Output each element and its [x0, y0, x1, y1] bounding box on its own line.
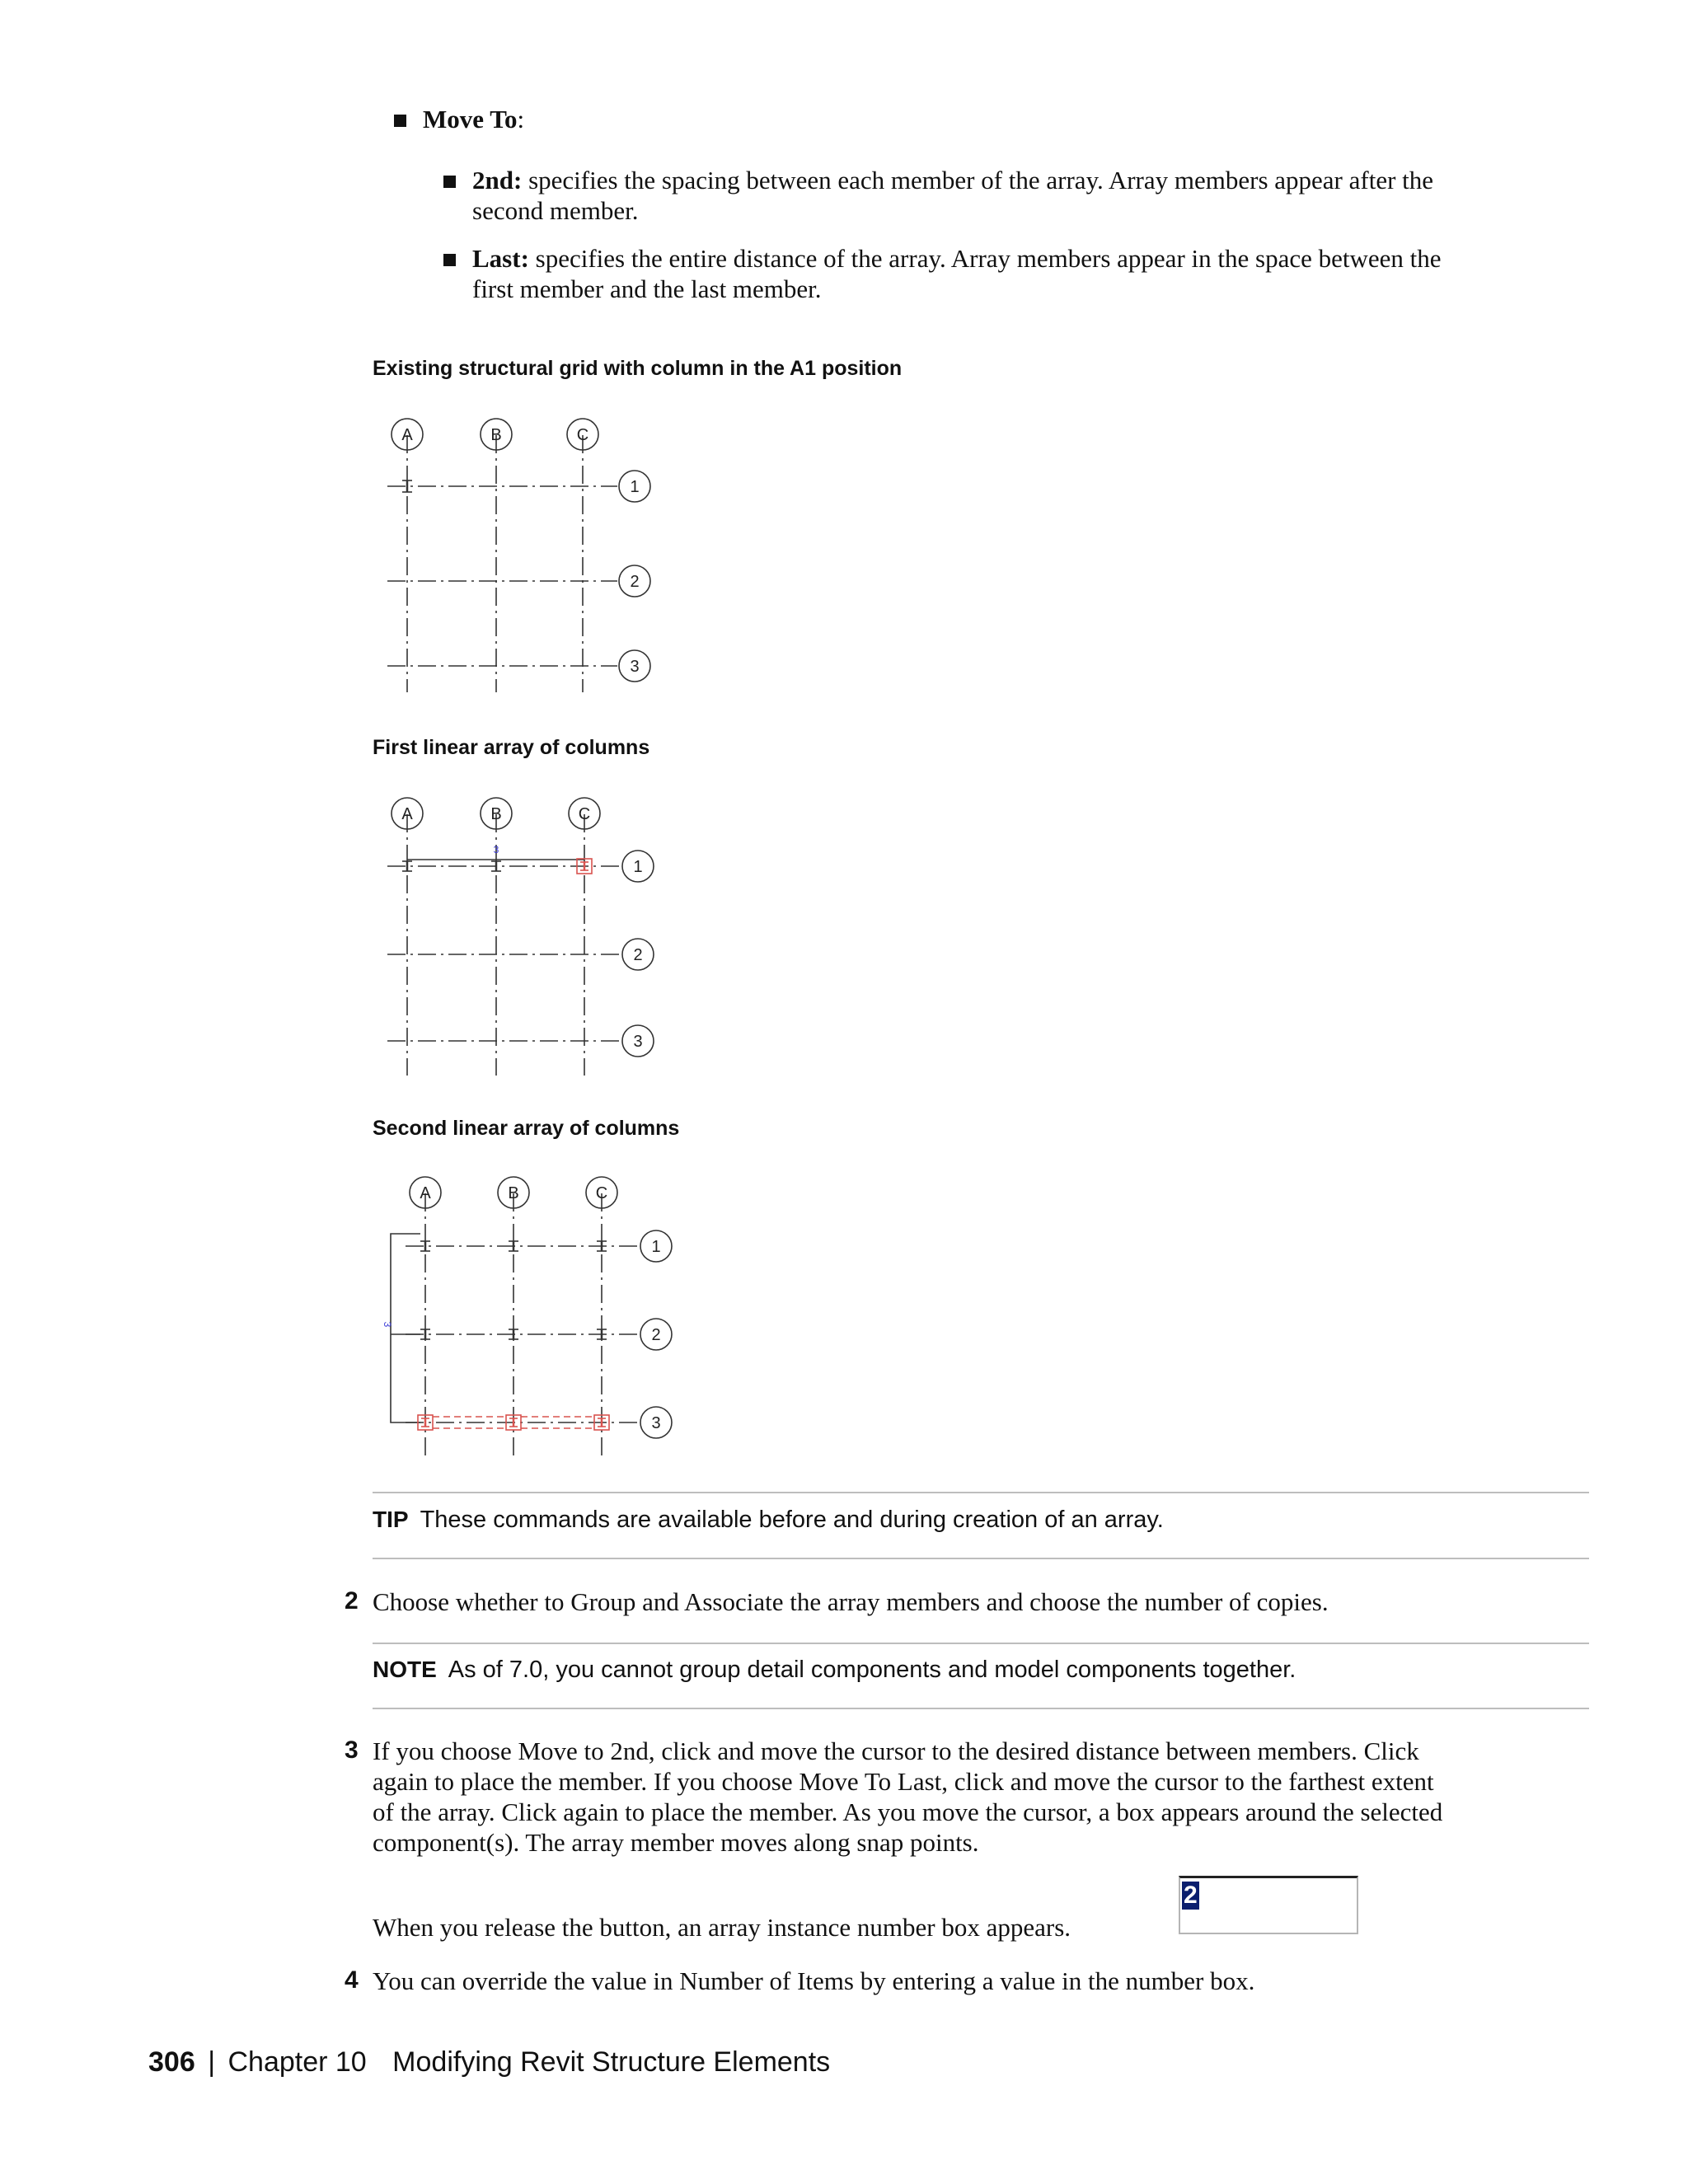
tip-block: [373, 1507, 1164, 1534]
page-footer: [148, 2046, 830, 2079]
row-label-3: 3: [651, 1414, 661, 1432]
last-text-line2: first member and the last member.: [472, 274, 822, 303]
release-text: When you release the button, an array instance number box appears.: [373, 1913, 1071, 1942]
step-2-text: Choose whether to Group and Associate the array members and choose the number of copies.: [373, 1587, 1329, 1616]
array-dimension-line: [391, 1234, 420, 1422]
row-label-3: 3: [633, 1033, 643, 1051]
note-block: [373, 1657, 1296, 1684]
step-3-line-2: again to place the member. If you choose Move To Last, click and move the cursor to the farthest extent: [373, 1767, 1434, 1796]
footer-title: Modifying Revit Structure Elements: [392, 2046, 831, 2078]
second-label: 2nd:: [472, 166, 523, 194]
figure-3-caption: Second linear array of columns: [373, 1117, 680, 1140]
step-3-text: [373, 1736, 1442, 1858]
note-label: NOTE: [373, 1657, 437, 1682]
last-text-line1: specifies the entire distance of the array. Array members appear in the space between the: [535, 244, 1442, 273]
column-label-c: C: [576, 426, 589, 444]
tip-label: TIP: [373, 1507, 409, 1532]
second-text-line1: specifies the spacing between each member of the array. Array members appear after the: [528, 166, 1434, 194]
column-label-a: A: [401, 426, 413, 444]
step-4-number: 4: [345, 1966, 359, 1994]
figure-2-grid-diagram: [373, 787, 686, 1084]
tip-top-rule: [373, 1492, 1589, 1493]
row-label-2: 2: [633, 946, 643, 964]
array-instance-number-value: 2: [1184, 1882, 1198, 1909]
column-label-c: C: [578, 805, 591, 823]
footer-chapter: Chapter 10: [227, 2046, 367, 2078]
row-label-2: 2: [630, 573, 640, 591]
step-3-line-3: of the array. Click again to place the member. As you move the cursor, a box appears around the selected: [373, 1797, 1443, 1826]
column-label-b: B: [490, 426, 502, 444]
bullet-square-icon: [443, 176, 456, 188]
tip-bottom-rule: [373, 1558, 1589, 1559]
footer-separator: |: [208, 2046, 216, 2078]
figure-3-grid-diagram: [373, 1166, 702, 1463]
step-4-text: You can override the value in Number of Items by entering a value in the number box.: [373, 1966, 1255, 1995]
second-text-line2: second member.: [472, 196, 639, 225]
note-bottom-rule: [373, 1708, 1589, 1709]
bullet-square-icon: [394, 115, 406, 127]
step-3-number: 3: [345, 1736, 359, 1764]
column-label-a: A: [420, 1184, 431, 1202]
row-label-1: 1: [651, 1238, 661, 1256]
column-label-b: B: [490, 805, 502, 823]
row-label-1: 1: [633, 858, 643, 876]
step-3-line-1: If you choose Move to 2nd, click and move the cursor to the desired distance between members. Click: [373, 1736, 1419, 1765]
row-label-3: 3: [630, 658, 640, 676]
column-label-c: C: [595, 1184, 608, 1202]
step-2-number: 2: [345, 1587, 359, 1615]
dimension-label: 3: [493, 844, 499, 855]
tip-text: These commands are available before and during creation of an array.: [420, 1507, 1164, 1533]
column-label-b: B: [508, 1184, 519, 1202]
figure-2-caption: First linear array of columns: [373, 736, 650, 759]
page-number: 306: [148, 2046, 195, 2078]
move-to-label: Move To: [423, 105, 518, 134]
row-label-1: 1: [630, 478, 640, 496]
dimension-label: 3: [382, 1321, 393, 1328]
bullet-square-icon: [443, 254, 456, 266]
step-3-line-4: component(s). The array member moves along snap points.: [373, 1828, 979, 1857]
row-label-2: 2: [651, 1326, 661, 1344]
figure-1-caption: Existing structural grid with column in the A1 position: [373, 357, 903, 380]
array-instance-number-box[interactable]: [1179, 1876, 1358, 1934]
note-top-rule: [373, 1643, 1589, 1644]
figure-1-grid-diagram: [373, 408, 686, 696]
note-text: As of 7.0, you cannot group detail components and model components together.: [448, 1657, 1296, 1683]
column-label-a: A: [401, 805, 413, 823]
last-label: Last:: [472, 244, 529, 273]
